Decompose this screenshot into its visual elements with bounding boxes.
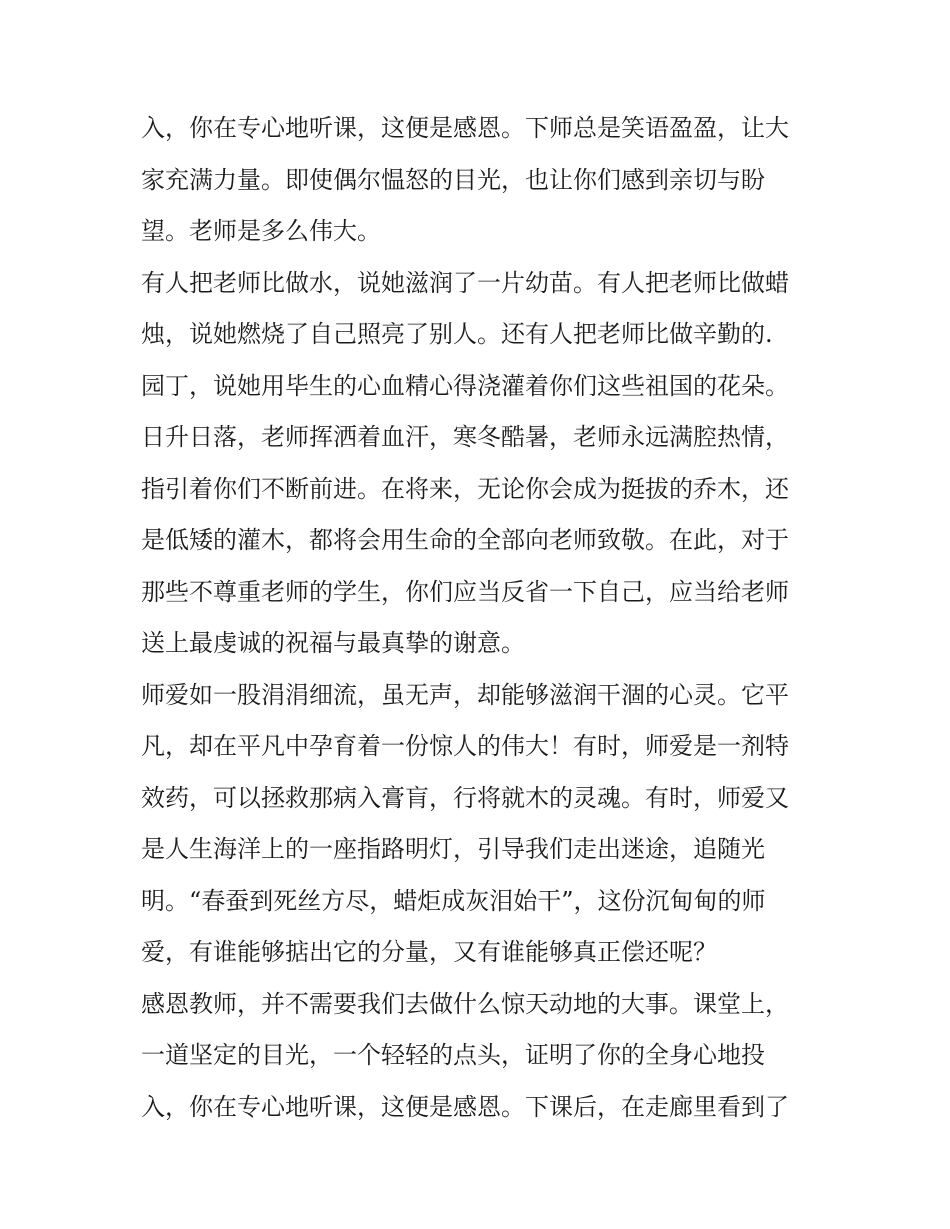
text-line: 入，你在专心地听课，这便是感恩。下师总是笑语盈盈，让大 [141, 114, 789, 142]
text-line: 效药，可以拯救那病入膏肓，行将就木的灵魂。有时，师爱又 [141, 783, 789, 812]
text-line: 是低矮的灌木，都将会用生命的全部向老师致敬。在此，对于 [141, 526, 789, 554]
text-line: 一道坚定的目光，一个轻轻的点头，证明了你的全身心地投 [141, 1041, 765, 1069]
text-line: 师爱如一股涓涓细流，虽无声，却能够滋润干涸的心灵。它平 [141, 680, 789, 709]
text-line: 园丁，说她用毕生的心血精心得浇灌着你们这些祖国的花朵。 [141, 371, 789, 400]
text-line: 日升日落，老师挥洒着血汗，寒冬酷暑，老师永远满腔热情， [141, 423, 789, 451]
text-line: 烛，说她燃烧了自己照亮了别人。还有人把老师比做辛勤的. [141, 320, 773, 348]
text-line: 望。老师是多么伟大。 [141, 217, 381, 245]
text-line: 凡，却在平凡中孕育着一份惊人的伟大！有时，师爱是一剂特 [141, 732, 789, 760]
text-line: 那些不尊重老师的学生，你们应当反省一下自己，应当给老师 [141, 577, 789, 606]
text-line: 是人生海洋上的一座指路明灯，引导我们走出迷途，追随光 [141, 835, 765, 863]
text-line: 爱，有谁能够掂出它的分量，又有谁能够真正偿还呢？ [141, 938, 717, 966]
text-line: 有人把老师比做水，说她滋润了一片幼苗。有人把老师比做蜡 [141, 268, 789, 297]
essay-text [141, 103, 821, 1133]
text-line: 明。“春蚕到死丝方尽，蜡炬成灰泪始干”，这份沉甸甸的师 [141, 886, 766, 915]
text-line: 感恩教师，并不需要我们去做什么惊天动地的大事。课堂上， [141, 989, 789, 1018]
text-line: 送上最虔诚的祝福与最真挚的谢意。 [141, 629, 525, 657]
text-line: 家充满力量。即使偶尔愠怒的目光，也让你们感到亲切与盼 [141, 165, 765, 194]
text-line: 入，你在专心地听课，这便是感恩。下课后，在走廊里看到了 [141, 1092, 789, 1121]
text-line: 指引着你们不断前进。在将来，无论你会成为挺拔的乔木，还 [141, 474, 789, 503]
